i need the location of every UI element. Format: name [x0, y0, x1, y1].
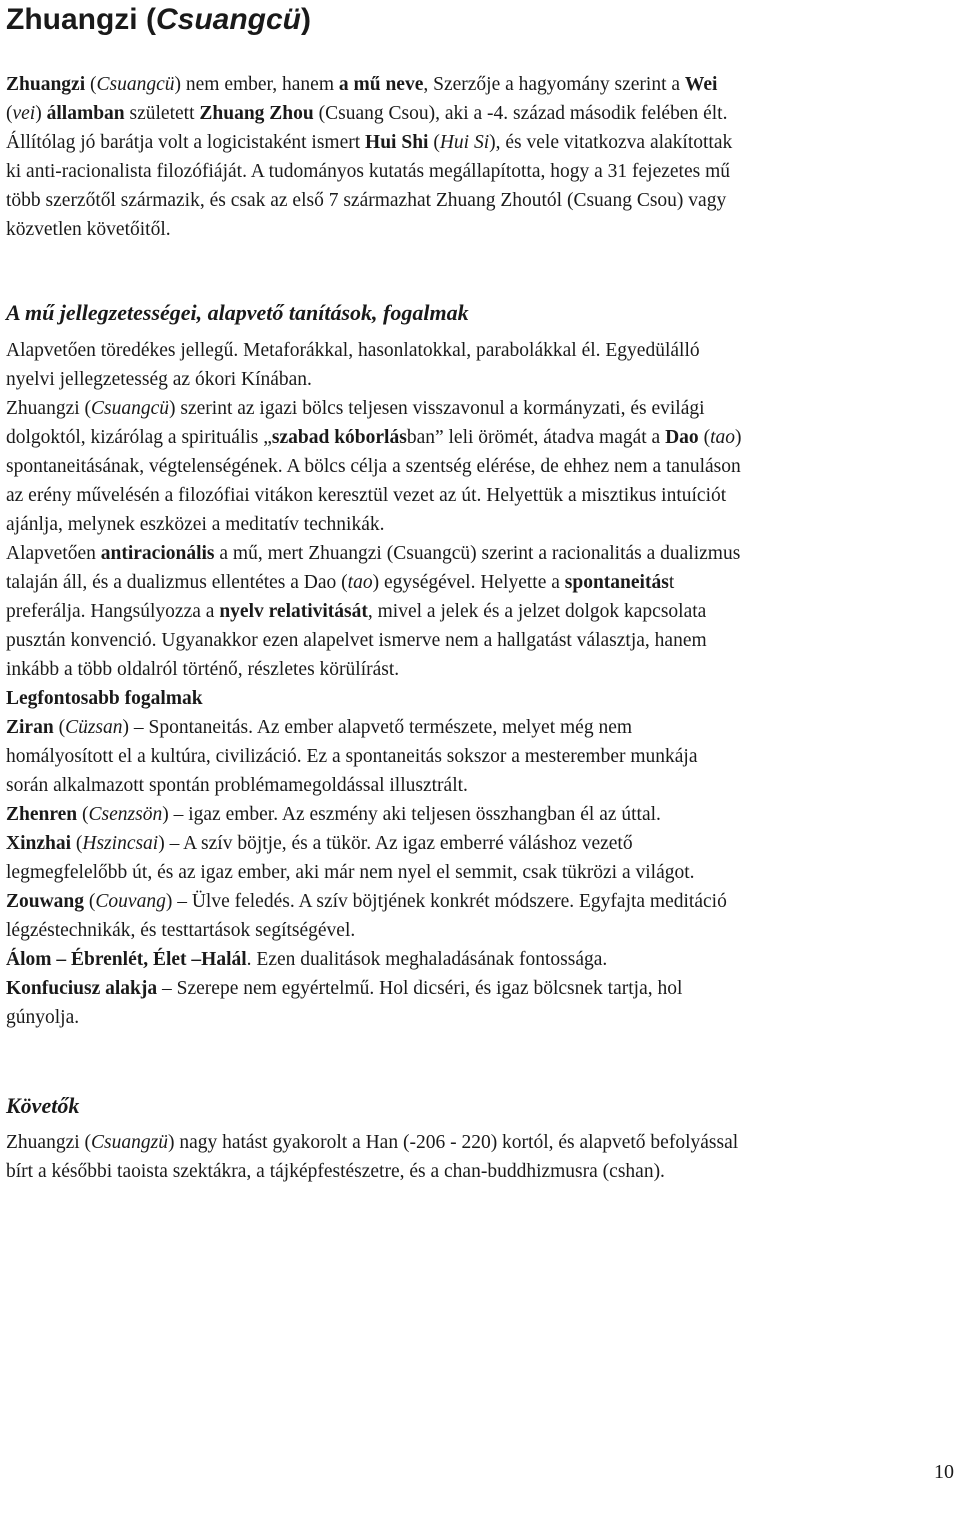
text-run: . Ezen dualitások meghaladásának fontossága.: [246, 949, 608, 970]
italic-term: Hui Si: [439, 132, 490, 153]
italic-term: Csuangcü: [91, 398, 170, 419]
text-run: (: [84, 891, 96, 912]
text-run: ) – Spontaneitás. Az ember alapvető természete, melyet még nem: [122, 717, 633, 738]
text-line: [6, 568, 956, 597]
text-run: a mű, mert Zhuangzi (Csuangcü) szerint a racionalitás a dualizmus: [214, 543, 741, 564]
text-line: [6, 1128, 956, 1157]
text-run: ) egységével. Helyette a: [372, 572, 565, 593]
text-line: [6, 945, 956, 974]
text-run: – Szerepe nem egyértelmű. Hol dicséri, és igaz bölcsnek tartja, hol: [157, 978, 683, 999]
italic-term: Csuangzü: [91, 1132, 168, 1153]
bold-term: Zhuangzi: [6, 74, 86, 95]
text-line: [6, 539, 956, 568]
subheading-key-concepts: [6, 684, 956, 713]
text-line: [6, 423, 956, 452]
italic-term: tao: [710, 427, 735, 448]
text-line: [6, 394, 956, 423]
text-run: született: [124, 103, 200, 124]
text-line: legmegfelelőbb út, és az igaz ember, aki már nem nyel el semmit, csak tükrözi a világot.: [6, 862, 695, 883]
text-run: (: [53, 717, 66, 738]
text-run: ) – Ülve feledés. A szív böjtjének konkrét módszere. Egyfajta meditáció: [165, 891, 727, 912]
text-run: dolgoktól, kizárólag a spirituális „: [6, 427, 272, 448]
text-run: Zhuangzi (: [6, 398, 92, 419]
bold-term: Xinzhai: [6, 833, 72, 854]
text-line: közvetlen követőitől.: [6, 219, 171, 240]
text-run: talaján áll, és a dualizmus ellentétes a Dao (: [6, 572, 348, 593]
intro-paragraph: [6, 70, 954, 244]
text-run: (: [428, 132, 440, 153]
text-line: (vei) államban született Zhuang Zhou (Csuang Csou), aki a -4. század második felében élt.: [6, 103, 728, 124]
section-heading-followers: Követők: [6, 1093, 80, 1118]
text-line: [6, 128, 954, 157]
text-line: [6, 713, 956, 742]
text-run: ): [734, 427, 742, 448]
text-line: pusztán konvenció. Ugyanakkor ezen alapelvet ismerve nem a hallgatást választja, hanem: [6, 630, 707, 651]
bold-term: Zouwang: [6, 891, 85, 912]
text-run: ) – A szív böjtje, és a tükör. Az igaz emberré váláshoz vezető: [158, 833, 633, 854]
text-run: ) szerint az igazi bölcs teljesen visszavonul a kormányzati, és evilági: [169, 398, 705, 419]
italic-term: tao: [347, 572, 373, 593]
text-line: homályosított el a kultúra, civilizáció. Ez a spontaneitás sokszor a mesterember munkája: [6, 746, 698, 767]
text-line: során alkalmazott spontán problémamegoldással illusztrált.: [6, 775, 468, 796]
text-run: ban” leli örömét, átadva magát a: [406, 427, 666, 448]
text-run: t: [668, 572, 675, 593]
section-heading-features: A mű jellegzetességei, alapvető tanítások, fogalmak: [6, 300, 469, 325]
text-run: ): [35, 103, 47, 124]
bold-term: Zhuang Zhou: [199, 103, 314, 124]
italic-term: Csenzsön: [88, 804, 163, 825]
text-run: (: [71, 833, 83, 854]
italic-term: Csuangcü: [96, 74, 175, 95]
text-run: Zhuangzi (: [6, 1132, 92, 1153]
features-section-body: [6, 336, 956, 1032]
page-number: 10: [934, 1461, 954, 1483]
text-run: preferálja. Hangsúlyozza a: [6, 601, 220, 622]
bold-term: Wei: [684, 74, 718, 95]
text-line: spontaneitásának, végtelenségének. A bölcs célja a szentség elérése, de ehhez nem a tanuláson: [6, 456, 741, 477]
text-run: ) nagy hatást gyakorolt a Han (-206 - 220) kortól, és alapvető befolyással: [167, 1132, 739, 1153]
text-line: ki anti-racionalista filozófiáját. A tudományos kutatás megállapította, hogy a 31 fejezetes mű: [6, 161, 730, 182]
text-run: (: [77, 804, 89, 825]
text-line: az erény művelésén a filozófiai vitákon keresztül vezet az út. Helyettük a misztikus intuíciót: [6, 485, 727, 506]
title-close: ): [301, 3, 312, 36]
bold-term: spontaneitás: [564, 572, 669, 593]
text-line: bírt a későbbi taoista szektákra, a tájképfestészetre, és a chan-buddhizmusra (cshan).: [6, 1161, 665, 1182]
text-line: több szerzőtől származik, és csak az első 7 származhat Zhuang Zhoutól (Csuang Csou) vagy: [6, 190, 727, 211]
italic-term: Couvang: [95, 891, 166, 912]
text-run: Állítólag jó barátja volt a logicistaként ismert: [6, 132, 366, 153]
text-line: Alapvetően töredékes jellegű. Metaforákkal, hasonlatokkal, parabolákkal él. Egyedülálló: [6, 340, 700, 361]
bold-term: Zhenren: [6, 804, 78, 825]
bold-term: Hui Shi: [365, 132, 429, 153]
text-run: (Csuang Csou), aki a -4. század második felében élt.: [313, 103, 728, 124]
bold-term: Konfuciusz alakja: [6, 978, 158, 999]
bold-term: antiracionális: [100, 543, 215, 564]
text-run: , Szerzője a hagyomány szerint a: [423, 74, 685, 95]
text-line: ajánlja, melynek eszközei a meditatív technikák.: [6, 514, 385, 535]
bold-term: Ziran: [6, 717, 54, 738]
text-run: , mivel a jelek és a jelzet dolgok kapcsolata: [367, 601, 707, 622]
followers-section-body: [6, 1128, 956, 1186]
page-title: [6, 0, 311, 40]
text-line: [6, 887, 956, 916]
italic-term: Hszincsai: [82, 833, 159, 854]
bold-term: Álom – Ébrenlét, Élet –Halál: [6, 949, 247, 970]
italic-term: vei: [12, 103, 36, 124]
text-run: (: [85, 74, 97, 95]
text-line: légzéstechnikák, és testtartások segítségével.: [6, 920, 356, 941]
bold-term: szabad kóborlás: [271, 427, 407, 448]
text-line: [6, 829, 956, 858]
text-run: ) – igaz ember. Az eszmény aki teljesen összhangban él az úttal.: [162, 804, 661, 825]
text-run: ) nem ember, hanem: [174, 74, 339, 95]
text-line: gúnyolja.: [6, 1007, 80, 1028]
bold-term: államban: [46, 103, 125, 124]
text-line: [6, 800, 956, 829]
bold-term: Dao: [665, 427, 699, 448]
text-line: [6, 974, 956, 1003]
text-run: (: [698, 427, 711, 448]
text-line: inkább a több oldalról történő, részletes körülírást.: [6, 659, 400, 680]
italic-term: Cüzsan: [65, 717, 123, 738]
bold-term: nyelv relativitását: [219, 601, 368, 622]
text-line: [6, 70, 954, 99]
text-run: Alapvetően: [6, 543, 101, 564]
bold-term: Legfontosabb fogalmak: [6, 688, 203, 709]
bold-term: a mű neve: [338, 74, 424, 95]
text-line: nyelvi jellegzetesség az ókori Kínában.: [6, 369, 312, 390]
title-main: Zhuangzi (: [6, 3, 156, 36]
title-italic: Csuangcü: [155, 3, 302, 36]
text-line: [6, 597, 956, 626]
text-run: ), és vele vitatkozva alakítottak: [489, 132, 733, 153]
